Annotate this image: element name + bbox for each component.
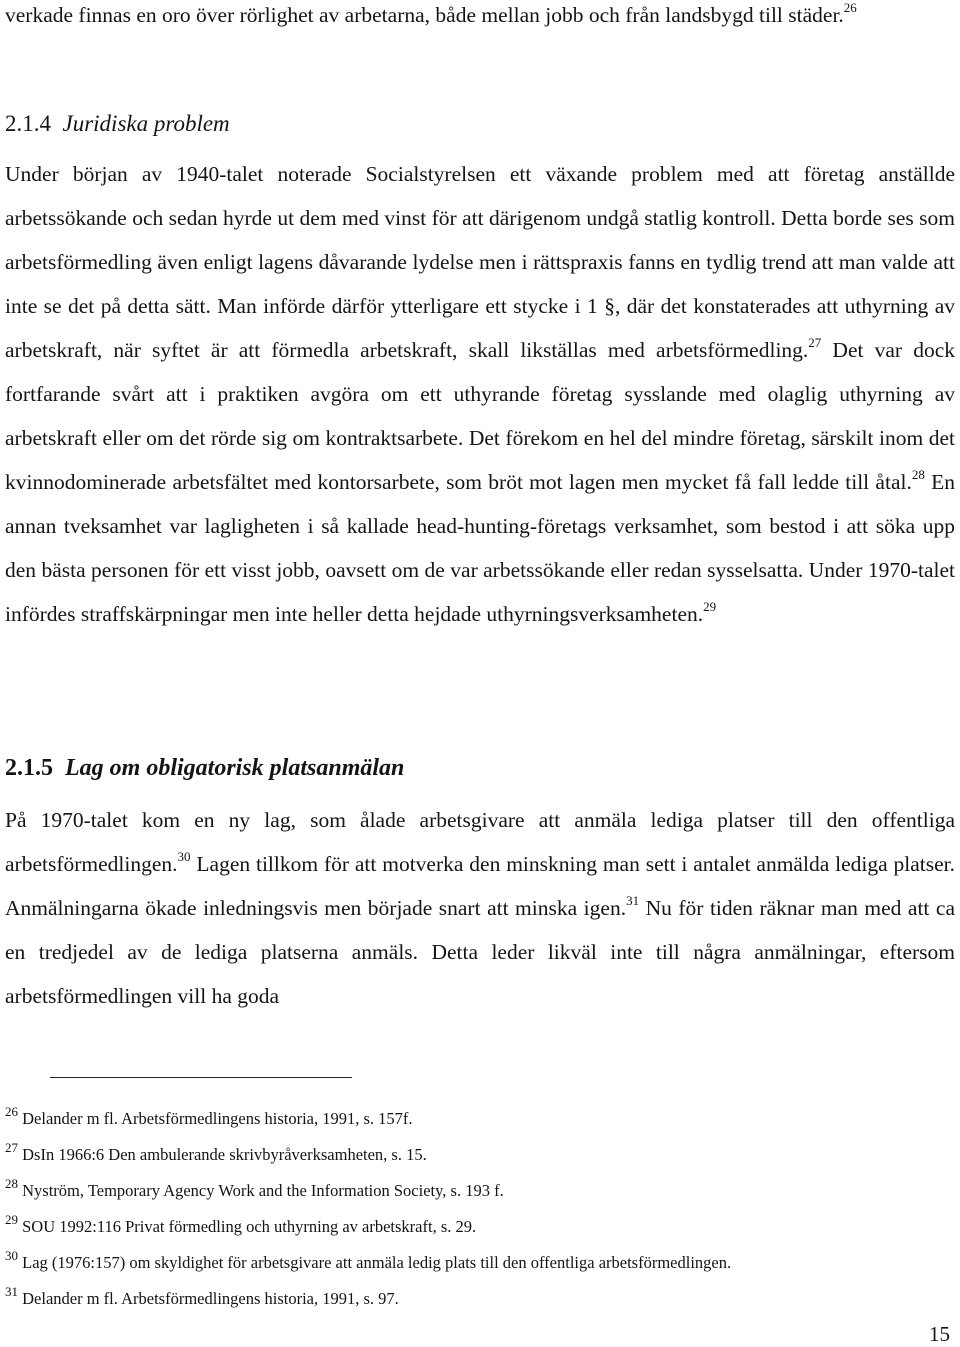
footnote-ref[interactable]: 30	[177, 848, 191, 864]
footnote-text: Delander m fl. Arbetsförmedlingens historia, 1991, s. 97.	[22, 1289, 399, 1308]
paragraph-text: En annan tveksamhet var lagligheten i så kallade head-hunting-företags verksamhet, som bestod i att söka upp den bästa personen för ett visst jobb, oavsett om de var arbetssökande eller redan sysselsatta. Under 1970-talet infördes straffskärpningar men inte heller detta hejdade uthyrningsverksamheten.	[5, 470, 955, 626]
footnote-item	[5, 1209, 955, 1245]
footnote-number: 30	[5, 1247, 18, 1263]
paragraph-text: Under början av 1940-talet noterade Socialstyrelsen ett växande problem med att företag anställde arbetssökande och sedan hyrde ut dem med vinst för att därigenom undgå statlig kontroll. Detta borde ses som arbetsförmedling även enligt lagens dåvarande lydelse men i rättspraxis fanns en tydlig trend att man valde att inte se det på detta sätt. Man införde därför ytterligare ett stycke i 1 §, där det konstaterades att uthyrning av arbetskraft, när syftet är att förmedla arbetskraft, skall likställas med arbetsförmedling.	[5, 162, 955, 362]
platsanmalan-paragraph	[5, 798, 955, 1018]
paragraph-text: Det var dock fortfarande svårt att i praktiken avgöra om ett uthyrande företag sysslande med olaglig uthyrning av arbetskraft eller om det rörde sig om kontraktsarbete. Det förekom en hel del mindre företag, särskilt inom det kvinnodominerade arbetsfältet med kontorsarbete, som bröt mot lagen men mycket få fall ledde till åtal.	[5, 338, 955, 494]
paragraph-text: På 1970-talet kom en ny lag, som ålade arbetsgivare att anmäla lediga platser till den offentliga arbetsförmedlingen.	[5, 808, 955, 876]
footnote-ref[interactable]: 28	[911, 466, 925, 482]
intro-text: verkade finnas en oro över rörlighet av arbetarna, både mellan jobb och från landsbygd till städer.	[5, 3, 844, 27]
footnote-number: 28	[5, 1175, 18, 1191]
footnote-text: SOU 1992:116 Privat förmedling och uthyrning av arbetskraft, s. 29.	[22, 1217, 477, 1236]
footnote-separator	[50, 1077, 352, 1078]
paragraph-text: Nu för tiden räknar man med att ca en tredjedel av de lediga platserna anmäls. Detta leder likväl inte till några anmälningar, eftersom arbetsförmedlingen vill ha goda	[5, 896, 955, 1008]
footnote-ref[interactable]: 26	[843, 0, 857, 15]
section-title: Juridiska problem	[62, 111, 230, 136]
juridiska-problem-paragraph	[5, 152, 955, 636]
footnote-list	[5, 1101, 955, 1317]
footnote-number: 27	[5, 1139, 18, 1155]
section-number: 2.1.5	[5, 755, 53, 781]
page-number: 15	[929, 1322, 950, 1346]
section-title: Lag om obligatorisk platsanmälan	[65, 755, 405, 781]
footnote-item	[5, 1173, 955, 1209]
footnote-text: Lag (1976:157) om skyldighet för arbetsgivare att anmäla ledig plats till den offentliga arbetsförmedlingen.	[22, 1253, 732, 1272]
section-number: 2.1.4	[5, 111, 51, 136]
document-page	[5, 0, 955, 1347]
section-heading-2-1-4	[5, 102, 230, 146]
footnote-text: Delander m fl. Arbetsförmedlingens historia, 1991, s. 157f.	[22, 1109, 413, 1128]
section-heading-2-1-5	[5, 746, 404, 790]
footnote-text: DsIn 1966:6 Den ambulerande skrivbyråverksamheten, s. 15.	[22, 1145, 427, 1164]
footnote-ref[interactable]: 27	[808, 334, 822, 350]
footnote-item	[5, 1137, 955, 1173]
footnote-number: 29	[5, 1211, 18, 1227]
footnote-number: 31	[5, 1283, 18, 1299]
footnote-item	[5, 1101, 955, 1137]
footnote-item	[5, 1281, 955, 1317]
footnote-number: 26	[5, 1103, 18, 1119]
footnote-text: Nyström, Temporary Agency Work and the Information Society, s. 193 f.	[22, 1181, 504, 1200]
footnote-ref[interactable]: 31	[626, 892, 640, 908]
footnote-ref[interactable]: 29	[703, 598, 717, 614]
paragraph-text: Lagen tillkom för att motverka den minskning man sett i antalet anmälda lediga platser. Anmälningarna ökade inledningsvis men började snart att minska igen.	[5, 852, 955, 920]
intro-paragraph	[5, 0, 955, 37]
footnote-item	[5, 1245, 955, 1281]
